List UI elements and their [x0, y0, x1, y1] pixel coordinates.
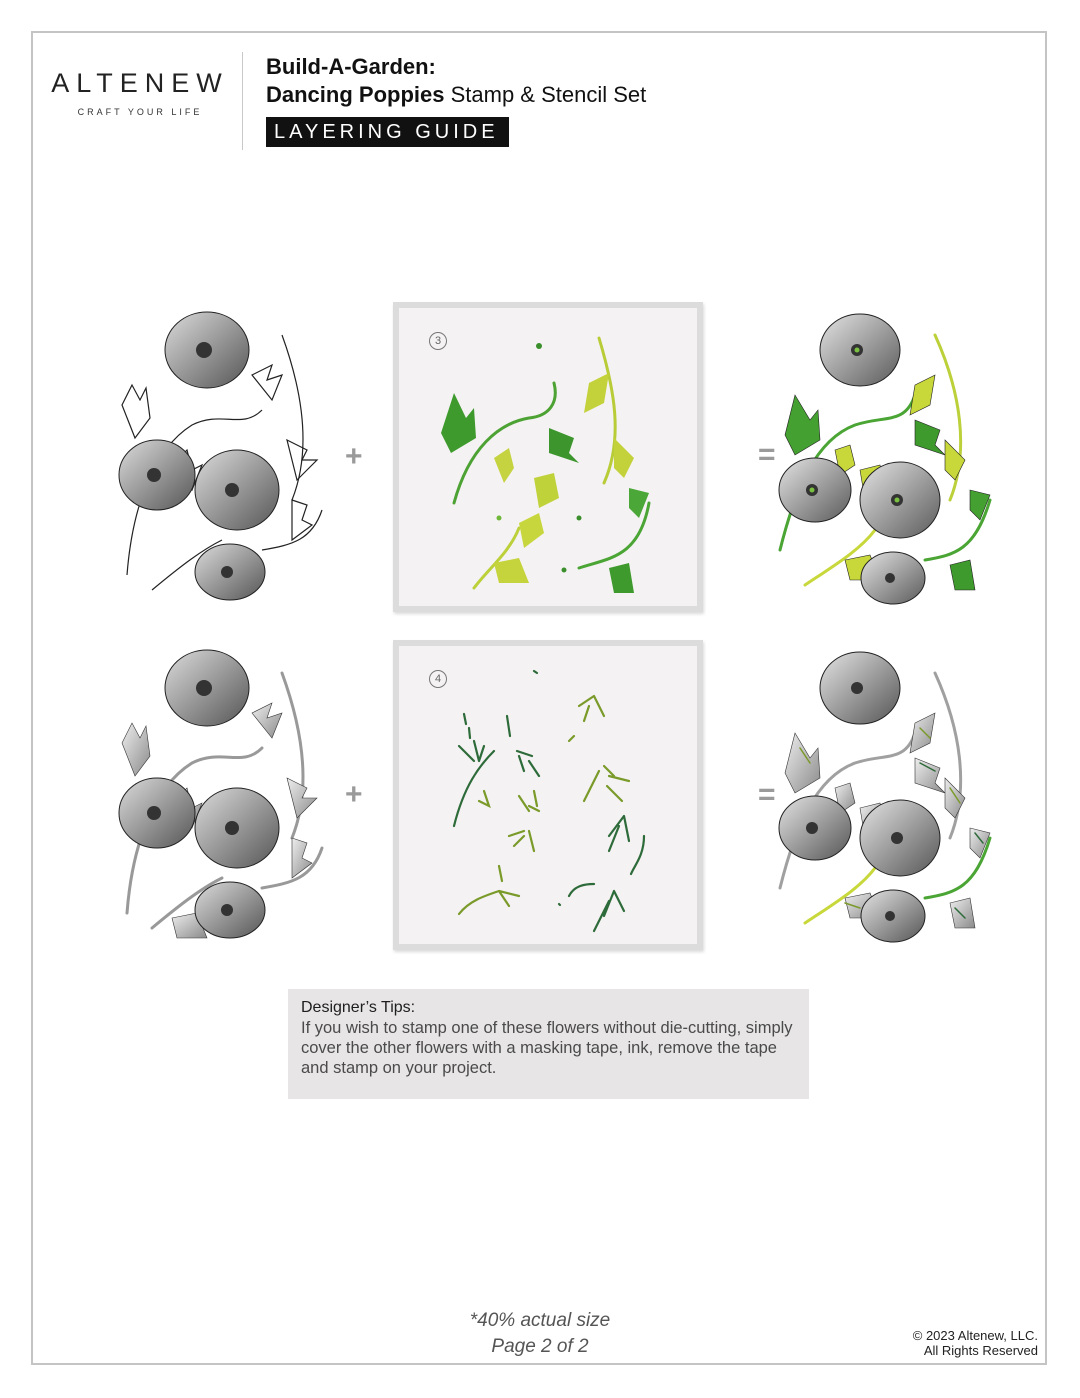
altenew-logo — [50, 68, 230, 117]
poppy-detailed-illustration — [775, 648, 1005, 948]
layering-guide-badge: LAYERING GUIDE — [266, 117, 509, 147]
guide-title-line2 — [266, 82, 646, 108]
step-number-badge: 3 — [429, 332, 447, 350]
plus-sign: + — [345, 440, 363, 473]
rights-text: All Rights Reserved — [923, 1343, 1038, 1358]
guide-title-line1: Build-A-Garden: — [266, 54, 436, 79]
product-name: Dancing Poppies — [266, 82, 445, 107]
product-type: Stamp & Stencil Set — [444, 82, 647, 107]
logo-text: ALTENEW — [51, 68, 229, 98]
copyright-text: © 2023 Altenew, LLC. — [912, 1328, 1038, 1343]
poppy-gray-illustration — [112, 648, 342, 948]
tips-body: If you wish to stamp one of these flowers without die-cutting, simply cover the other flowers with a masking tape, ink, remove the tape and stamp on your project. — [301, 1019, 793, 1077]
result-image — [775, 648, 1005, 948]
result-image — [775, 310, 1005, 610]
tips-title: Designer’s Tips: — [301, 999, 416, 1016]
stencil-details-illustration — [399, 646, 697, 944]
logo-wordmark — [50, 68, 230, 99]
logo-tagline: CRAFT YOUR LIFE — [77, 107, 203, 117]
stamp-layered-image — [112, 648, 342, 948]
stencil-3 — [393, 302, 703, 612]
scale-note: *40% actual size — [469, 1310, 611, 1331]
stencil-leaves-illustration — [399, 308, 697, 606]
stamp-outline-image — [112, 310, 342, 610]
step-number-badge: 4 — [429, 670, 447, 688]
footer-note — [440, 1308, 640, 1360]
equals-sign: = — [758, 778, 776, 811]
equals-sign: = — [758, 438, 776, 471]
copyright-block — [913, 1328, 1038, 1358]
page-number: Page 2 of 2 — [491, 1336, 589, 1357]
poppy-colored-illustration — [775, 310, 1005, 610]
header-divider — [242, 52, 243, 150]
plus-sign: + — [345, 778, 363, 811]
stencil-4 — [393, 640, 703, 950]
poppy-outline-illustration — [112, 310, 342, 610]
designers-tips-box — [288, 989, 809, 1099]
